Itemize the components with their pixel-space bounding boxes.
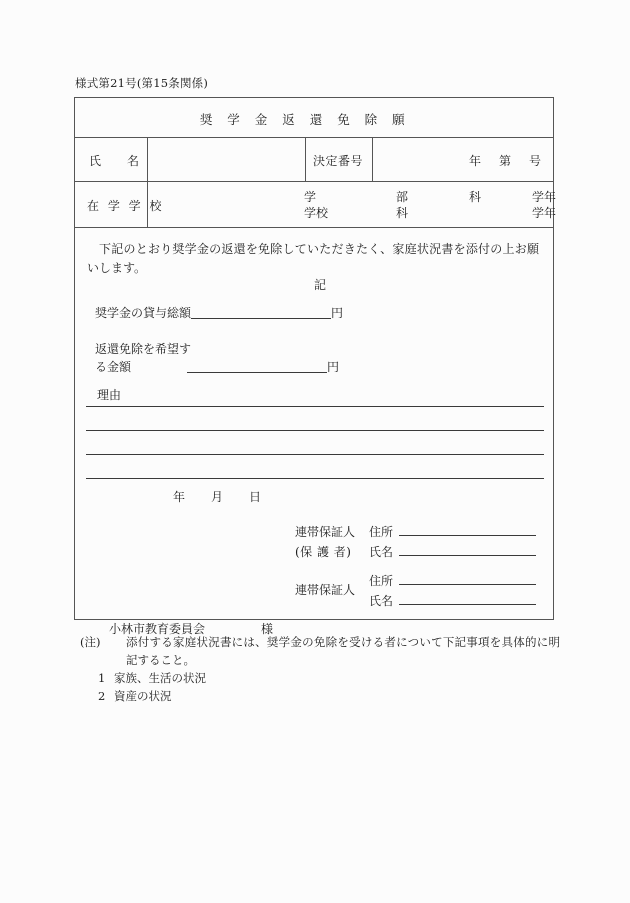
guarantor-1-name-input[interactable] bbox=[399, 542, 536, 556]
school-line2-d: 学年 bbox=[532, 206, 557, 220]
guarantor-1-address-row[interactable] bbox=[295, 522, 536, 542]
name-label-second: 名 bbox=[127, 154, 140, 168]
guarantor-2-name-input[interactable] bbox=[399, 591, 536, 605]
form-title: 奨 学 金 返 還 免 除 願 bbox=[199, 112, 411, 127]
guarantor-2-title: 連帯保証人 bbox=[295, 583, 356, 597]
column-divider bbox=[372, 138, 373, 181]
school-line2-b: 科 bbox=[396, 206, 409, 220]
name-row bbox=[75, 138, 553, 182]
school-fields[interactable] bbox=[149, 189, 557, 221]
wish-amount-label-line1: 返還免除を希望す bbox=[95, 342, 192, 356]
wish-amount-line2 bbox=[95, 358, 339, 376]
date-year-label: 年 bbox=[173, 490, 186, 504]
reason-rule-3[interactable] bbox=[86, 454, 544, 455]
title-row bbox=[75, 98, 553, 138]
form-number: 様式第21号(第15条関係) bbox=[75, 76, 209, 90]
addressee-honorific: 様 bbox=[261, 622, 274, 636]
footnote-item-1 bbox=[80, 669, 560, 687]
decision-go-label: 号 bbox=[528, 154, 541, 168]
intro-paragraph: 下記のとおり奨学金の返還を免除していただきたく、家庭状況書を添付の上お願いします。 bbox=[87, 242, 539, 275]
footnote-text: 添付する家庭状況書には、奨学金の免除を受ける者について下記事項を具体的に明記すること。 bbox=[126, 635, 560, 667]
guarantor-1-name-row[interactable] bbox=[295, 542, 536, 562]
guarantor-1-title-line1: 連帯保証人 bbox=[295, 525, 356, 539]
footnote-main bbox=[80, 633, 560, 669]
school-line1-c: 科 bbox=[469, 190, 482, 204]
addressee-organization: 小林市教育委員会 bbox=[109, 622, 206, 636]
school-line1-d: 学年 bbox=[532, 190, 557, 204]
footnote-item-1-number: 1 bbox=[98, 671, 106, 685]
school-label: 在 学 学 校 bbox=[87, 199, 164, 213]
guarantor-1-title-line2: (保 護 者) bbox=[295, 545, 352, 559]
decision-number-label: 決定番号 bbox=[313, 154, 364, 168]
date-month-label: 月 bbox=[211, 490, 224, 504]
wish-amount-row[interactable] bbox=[95, 341, 339, 376]
guarantor-block-2 bbox=[295, 571, 536, 611]
column-divider bbox=[147, 138, 148, 181]
school-line-2 bbox=[149, 205, 557, 221]
footnote-item-1-text: 家族、生活の状況 bbox=[114, 671, 206, 685]
school-line1-b: 部 bbox=[396, 190, 409, 204]
guarantor-1-name-label: 氏名 bbox=[369, 545, 394, 559]
application-form-box bbox=[74, 97, 557, 636]
total-amount-label: 奨学金の貸与総額 bbox=[95, 306, 192, 320]
decision-number-field[interactable] bbox=[469, 152, 541, 169]
guarantor-1-address-label: 住所 bbox=[369, 525, 394, 539]
guarantor-2-address-input[interactable] bbox=[399, 571, 536, 585]
guarantor-block-1 bbox=[295, 522, 536, 562]
wish-amount-input[interactable] bbox=[187, 358, 327, 373]
decision-year-label: 年 bbox=[468, 154, 481, 168]
wish-amount-label-line2: る金額 bbox=[95, 360, 132, 374]
form-body bbox=[75, 228, 553, 636]
reason-rule-1[interactable] bbox=[86, 406, 544, 407]
guarantor-2-address-label: 住所 bbox=[369, 574, 394, 588]
date-line[interactable] bbox=[173, 488, 261, 505]
column-divider bbox=[305, 138, 306, 181]
name-label bbox=[89, 152, 139, 169]
name-label-first: 氏 bbox=[89, 154, 102, 168]
guarantor-2-name-label: 氏名 bbox=[369, 594, 394, 608]
school-line-1 bbox=[149, 189, 557, 205]
date-day-label: 日 bbox=[249, 490, 262, 504]
footnote bbox=[80, 633, 560, 705]
total-amount-unit: 円 bbox=[331, 306, 344, 320]
reason-rule-4[interactable] bbox=[86, 478, 544, 479]
footnote-marker: (注) bbox=[80, 635, 101, 649]
footnote-item-2 bbox=[80, 687, 560, 705]
reason-label: 理由 bbox=[97, 388, 122, 402]
total-amount-row[interactable] bbox=[95, 304, 343, 321]
school-line1-a: 学 bbox=[304, 190, 317, 204]
guarantor-1-address-input[interactable] bbox=[399, 522, 536, 536]
decision-dai-label: 第 bbox=[498, 154, 511, 168]
school-line2-a: 学校 bbox=[304, 206, 329, 220]
total-amount-input[interactable] bbox=[191, 304, 331, 319]
ki-heading: 記 bbox=[313, 278, 326, 292]
wish-amount-unit: 円 bbox=[327, 360, 340, 374]
footnote-item-2-text: 資産の状況 bbox=[114, 689, 172, 703]
footnote-item-2-number: 2 bbox=[98, 689, 106, 703]
reason-rule-2[interactable] bbox=[86, 430, 544, 431]
school-row bbox=[75, 182, 557, 228]
